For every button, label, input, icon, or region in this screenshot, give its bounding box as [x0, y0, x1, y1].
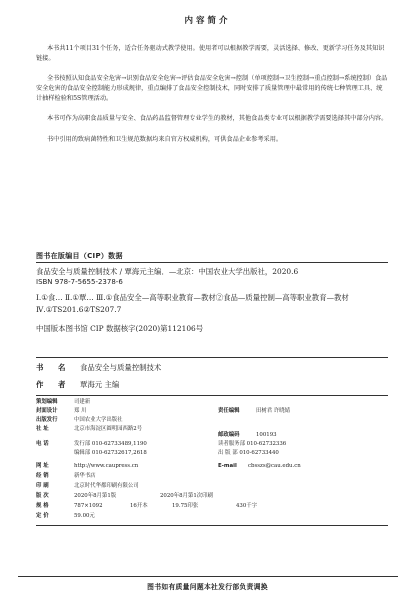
- website: http://www.caupress.cn: [74, 463, 139, 469]
- postcode-label: 邮政编码: [218, 432, 240, 438]
- price: 59.00元: [74, 513, 95, 519]
- edition-label: 版 次: [36, 493, 49, 499]
- intro-title: 内容简介: [184, 16, 231, 26]
- spec-label: 规 格: [36, 503, 49, 509]
- cover-design-label: 封面设计: [36, 408, 58, 414]
- footer-separator: [18, 576, 398, 577]
- cip-line-3: Ⅰ.①食… Ⅱ.①覃… Ⅲ.①食品安全—高等职业教育—教材②食品—质量控制—高等职业教育—教材 Ⅳ.①TS201.6②TS207.7: [36, 293, 349, 314]
- book-top-separator: [36, 357, 388, 358]
- intro-paragraph-3: 本书可作为高职食品质量与安全、食品药品监督管理专业学生的教材，其他食品类专业可以根据教学需要选择其中部分内容。: [47, 115, 388, 122]
- intro-paragraph-4: 书中引用的致病菌特性和卫生规范数据均来自官方权威机构，可供食品企业参考采用。: [47, 136, 283, 143]
- publisher-label: 出版发行: [36, 417, 58, 423]
- distributor-label: 经 销: [36, 473, 49, 479]
- email: cbsszs@cau.edu.cn: [248, 463, 301, 469]
- sales-phone: 发行部 010-62733489,1190: [74, 441, 147, 447]
- publishing-phone: 出 版 部 010-62733440: [218, 450, 279, 456]
- intro-paragraph-1: 本书共11个项目31个任务，适合任务驱动式教学使用。使用者可以根据教学需要，灵活选择、修改、更新学习任务及其知识链接。: [36, 45, 385, 62]
- cip-line-4: 中国版本图书馆 CIP 数据核字(2020)第112106号: [36, 324, 204, 333]
- cip-isbn: ISBN 978-7-5655-2378-6: [36, 278, 123, 286]
- cip-separator: [36, 262, 388, 263]
- email-label: E-mail: [218, 463, 237, 469]
- book-title: 食品安全与质量控制技术: [80, 363, 162, 372]
- planning-editor-label: 策划编辑: [36, 399, 58, 405]
- distributor: 新华书店: [74, 473, 96, 479]
- cip-line-1: 食品安全与质量控制技术 / 覃海元主编．—北京：中国农业大学出版社，2020.6: [36, 267, 299, 276]
- responsible-editor: 田树君 许晓婧: [256, 408, 291, 414]
- spec-size: 787×1092: [74, 503, 103, 509]
- author: 覃海元 主编: [80, 380, 120, 389]
- cip-heading: 图书在版编目（CIP）数据: [36, 252, 123, 260]
- website-label: 网 址: [36, 463, 49, 469]
- address: 北京市海淀区圆明园西路2号: [74, 426, 143, 432]
- printer: 北京时代华都印刷有限公司: [74, 483, 139, 489]
- spec-format: 16开本: [130, 503, 148, 509]
- intro-paragraph-2: 全书按照认知食品安全危害→识别食品安全危害→评估食品安全危害→控制（单项控制→卫生控制→重点控制→系统控制）食品安全危害的食品安全控制能力形成规律，重点编排了食品安全控制技术，同时安排了质量管理中最常用的传统七种管理工具、统计抽样检验和5S管理活动。: [36, 75, 388, 102]
- reader-phone: 读者服务部 010-62732336: [218, 441, 287, 447]
- phone-label: 电 话: [36, 441, 49, 447]
- cover-design: 郑 川: [74, 408, 87, 414]
- responsible-editor-label: 责任编辑: [218, 408, 240, 414]
- publisher: 中国农业大学出版社: [74, 417, 123, 423]
- author-label: 作 者: [36, 380, 72, 389]
- edition: 2020年8月第1版: [74, 493, 117, 499]
- price-label: 定 价: [36, 513, 49, 519]
- footer-notice: 图书如有质量问题本社发行部负责调换: [147, 583, 268, 591]
- printer-label: 印 刷: [36, 483, 49, 489]
- editorial-phone: 编辑部 010-62732617,2618: [74, 450, 147, 456]
- postcode: 100193: [256, 432, 277, 438]
- spec-sheets: 19.75印张: [172, 503, 199, 509]
- printing: 2020年8月第1次印刷: [160, 493, 213, 499]
- planning-editor: 司建新: [74, 399, 91, 405]
- book-bottom-separator: [36, 395, 388, 396]
- book-title-label: 书 名: [36, 363, 72, 372]
- credits-bottom-separator: [36, 525, 388, 526]
- spec-words: 430千字: [236, 503, 258, 509]
- address-label: 社 址: [36, 426, 49, 432]
